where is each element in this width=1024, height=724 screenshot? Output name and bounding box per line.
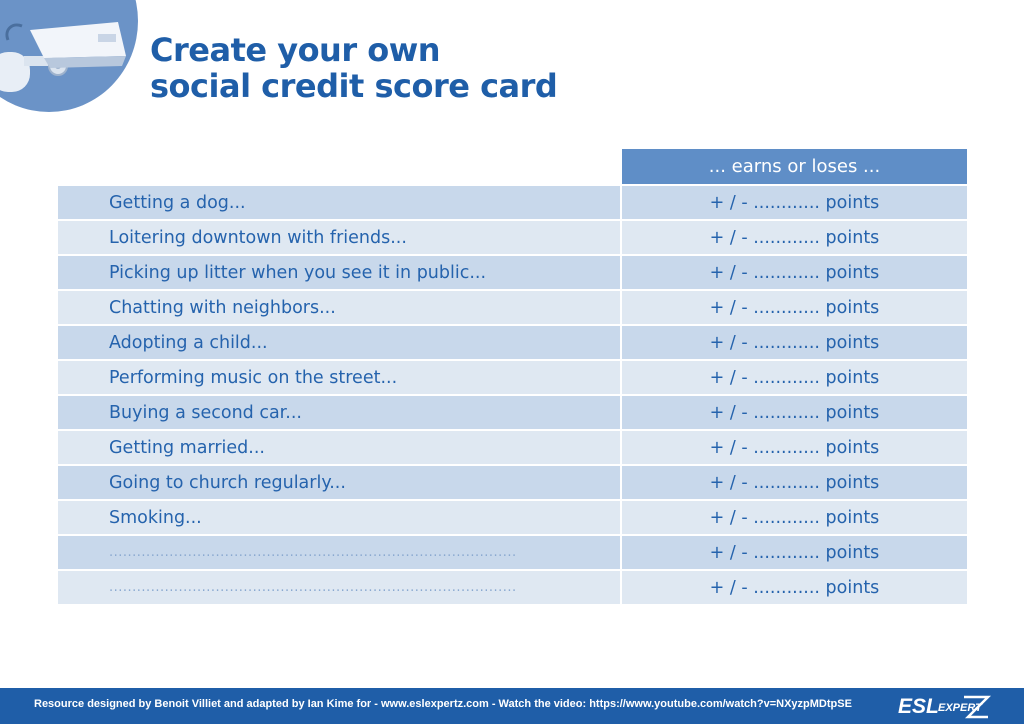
points-cell: + / - ............ points (622, 361, 967, 394)
table-row (58, 431, 967, 464)
table-row (58, 186, 967, 219)
points-cell: + / - ............ points (622, 396, 967, 429)
activity-cell: Getting a dog... (58, 186, 620, 219)
blank-activity-cell: ........................................................................................ (58, 536, 620, 569)
points-cell: + / - ............ points (622, 571, 967, 604)
points-cell: + / - ............ points (622, 291, 967, 324)
table-row (58, 466, 967, 499)
points-cell: + / - ............ points (622, 256, 967, 289)
table-row (58, 256, 967, 289)
activity-cell: Smoking... (58, 501, 620, 534)
activity-cell: Loitering downtown with friends... (58, 221, 620, 254)
logo-subtext: EXPERT (938, 702, 982, 714)
table-header-row (58, 149, 967, 184)
points-cell: + / - ............ points (622, 501, 967, 534)
points-cell: + / - ............ points (622, 466, 967, 499)
table-row (58, 571, 967, 604)
table-row (58, 291, 967, 324)
title-line-2: social credit score card (150, 67, 558, 105)
security-camera-icon (0, 0, 140, 110)
table-row (58, 501, 967, 534)
table-row (58, 221, 967, 254)
activity-cell: Performing music on the street... (58, 361, 620, 394)
score-card-table (58, 149, 967, 604)
footer-bar (0, 688, 1024, 724)
points-cell: + / - ............ points (622, 431, 967, 464)
blank-activity-cell: ........................................................................................ (58, 571, 620, 604)
footer-credit: Resource designed by Benoit Villiet and adapted by Ian Kime for - www.eslexpertz.com - Watch the video: https://www.youtube.com/watch?v=NXyzpMDtpSE (34, 698, 852, 710)
table-row (58, 326, 967, 359)
points-cell: + / - ............ points (622, 536, 967, 569)
table-body (58, 186, 967, 604)
esl-expert-logo (898, 693, 998, 721)
column-header: ... earns or loses ... (622, 149, 967, 184)
table-row (58, 361, 967, 394)
table-row (58, 536, 967, 569)
activity-cell: Adopting a child... (58, 326, 620, 359)
points-cell: + / - ............ points (622, 326, 967, 359)
logo-text: ESL (898, 695, 939, 718)
title-line-1: Create your own (150, 31, 441, 69)
activity-cell: Chatting with neighbors... (58, 291, 620, 324)
table-row (58, 396, 967, 429)
activity-cell: Going to church regularly... (58, 466, 620, 499)
activity-cell: Getting married... (58, 431, 620, 464)
activity-cell: Buying a second car... (58, 396, 620, 429)
logo-arrow-icon (958, 693, 992, 721)
points-cell: + / - ............ points (622, 186, 967, 219)
points-cell: + / - ............ points (622, 221, 967, 254)
page-title (150, 32, 557, 104)
activity-cell: Picking up litter when you see it in public... (58, 256, 620, 289)
